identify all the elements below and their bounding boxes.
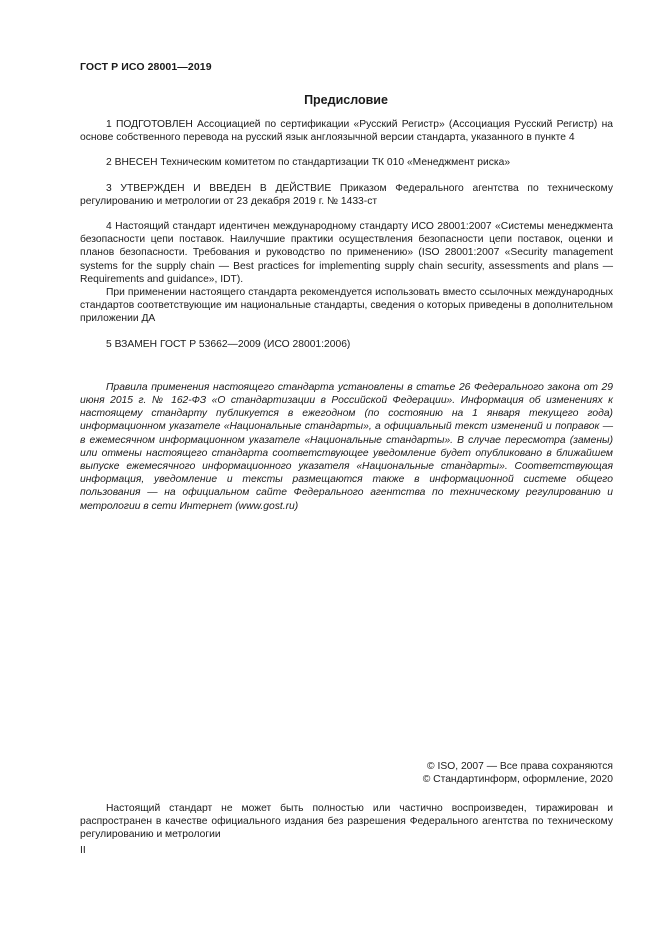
copyright-block [423,760,613,787]
copyright-standartinform: © Стандартинформ, оформление, 2020 [422,774,613,786]
foreword-body [80,118,613,513]
foreword-item-3: 3 УТВЕРЖДЕН И ВВЕДЕН В ДЕЙСТВИЕ Приказом Федерального агентства по техническому регулированию и метрологии от 23 декабря 2019 г. № 1433-ст [80,182,613,207]
foreword-item-1: 1 ПОДГОТОВЛЕН Ассоциацией по сертификации «Русский Регистр» (Ассоциация Русский Регистр) на основе собственного перевода на русский язык англоязычной версии стандарта, указанного в пункте 4 [80,119,613,144]
foreword-item-5: 5 ВЗАМЕН ГОСТ Р 53662—2009 (ИСО 28001:2006) [106,338,351,350]
application-rules-notice: Правила применения настоящего стандарта установлены в статье 26 Федерального закона от 29 июня 2015 г. № 162-ФЗ «О стандартизации в Российской Федерации». Информация об изменениях к настоящему стандарту публикуется в ежегодном (по состоянию на 1 января текущего года) информационном указателе «Национальные стандарты», а официальный текст изменений и поправок — в ежемесячном информационном указателе «Национальные стандарты». В случае пересмотра (замены) или отмены настоящего стандарта соответствующее уведомление будет опубликовано в ближайшем выпуске ежемесячного информационного указателя «Национальные стандарты». Соответствующая информация, уведомление и тексты размещаются также в информационной системе общего пользования — на официальном сайте Федерального агентства по техническому регулированию и метрологии в сети Интернет (www.gost.ru) [80,381,613,512]
reproduction-notice: Настоящий стандарт не может быть полностью или частично воспроизведен, тиражирован и распространен в качестве официального издания без разрешения Федерального агентства по техническому регулированию и метрологии [80,803,613,841]
standard-code: ГОСТ Р ИСО 28001—2019 [80,61,212,73]
foreword-item-4: 4 Настоящий стандарт идентичен международному стандарту ИСО 28001:2007 «Системы менеджмента безопасности цепи поставок. Наилучшие практики осуществления безопасности цепи поставок, оценки и планов безопасности. Требования и руководство по применению» (ISO 28001:2007 «Security management systems for the supply chain — Best practices for implementing supply chain security, assessments and plans — Requirements and guidance», IDT). [80,221,613,285]
page-title: Предисловие [304,93,388,107]
page-number: II [80,845,86,856]
copyright-iso: © ISO, 2007 — Все права сохраняются [427,761,613,772]
foreword-item-2: 2 ВНЕСЕН Техническим комитетом по стандартизации ТК 010 «Менеджмент риска» [106,157,511,169]
foreword-item-4-note: При применении настоящего стандарта рекомендуется использовать вместо ссылочных международных стандартов соответствующие им национальные стандарты, сведения о которых приведены в дополнительном приложении ДА [80,287,613,325]
